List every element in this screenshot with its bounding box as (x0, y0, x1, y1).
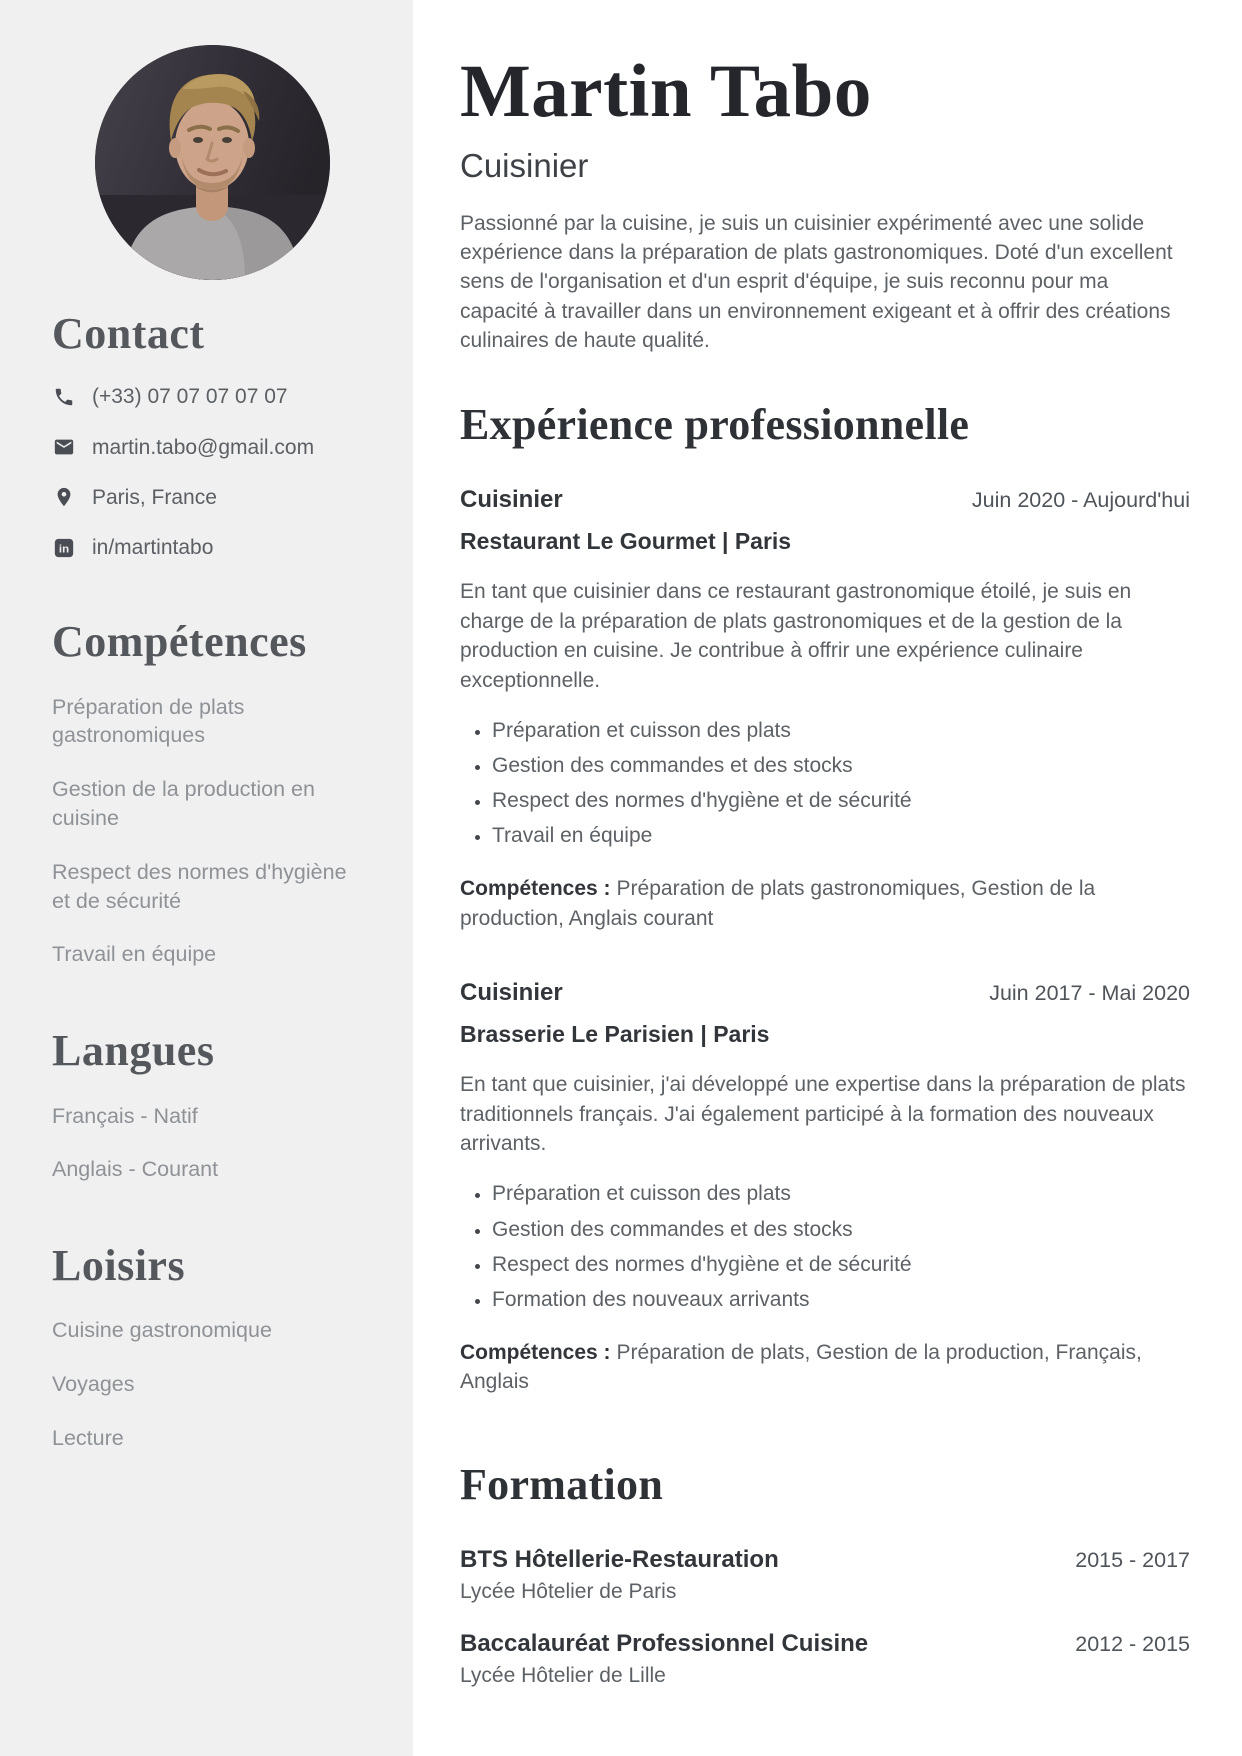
langues-list (52, 1102, 373, 1185)
competence-item: Respect des normes d'hygiène et de sécurité (52, 859, 347, 913)
email-icon (52, 435, 76, 459)
loisir-item: Lecture (52, 1426, 124, 1451)
job-bullet: • Travail en équipe (492, 822, 1190, 850)
experience-entry (460, 486, 1190, 933)
job-company: Restaurant Le Gourmet | Paris (460, 528, 792, 555)
education-degree: Baccalauréat Professionnel Cuisine (460, 1629, 869, 1657)
education-header (460, 1630, 1190, 1658)
sidebar (0, 0, 413, 1756)
svg-text:in: in (58, 543, 70, 556)
formation-heading: Formation (460, 1459, 664, 1509)
langues-section (52, 1027, 373, 1184)
experience-entry (460, 979, 1190, 1396)
job-title: Cuisinier (460, 486, 563, 514)
job-skills-line (460, 874, 1190, 933)
education-school: Lycée Hôtelier de Paris (460, 1579, 677, 1603)
job-dates: Juin 2017 - Mai 2020 (989, 981, 1190, 1006)
contact-location (52, 485, 373, 510)
location-icon (52, 485, 76, 509)
phone-icon (52, 385, 76, 409)
job-bullet-list (460, 1180, 1190, 1314)
contact-email (52, 435, 373, 460)
contact-linkedin-link[interactable]: in/martintabo (92, 535, 214, 559)
education-dates: 2012 - 2015 (1075, 1631, 1190, 1656)
job-bullet: • Gestion des commandes et des stocks (492, 752, 1190, 780)
contact-phone-text: (+33) 07 07 07 07 07 (92, 385, 288, 409)
job-skills-line (460, 1338, 1190, 1397)
competences-list (52, 693, 373, 970)
langue-item: Français - Natif (52, 1103, 198, 1128)
job-bullet: • Préparation et cuisson des plats (492, 717, 1190, 745)
job-header (460, 486, 1190, 514)
job-skills-label: Compétences : (460, 1340, 611, 1364)
contact-list (52, 384, 373, 560)
competences-section (52, 618, 373, 969)
langue-item: Anglais - Courant (52, 1157, 219, 1182)
experience-heading: Expérience professionnelle (460, 400, 970, 450)
summary-paragraph: Passionné par la cuisine, je suis un cuisinier expérimenté avec une solide expérience dans la préparation de plats gastronomiques. Doté d'un excellent sens de l'organisation et d'un esprit d'équipe, je suis reconnu pour ma capacité à travailler dans un environnement exigeant et à offrir des créations culinaires de haute qualité. (460, 211, 1173, 353)
education-degree: BTS Hôtellerie-Restauration (460, 1545, 779, 1573)
loisir-item: Voyages (52, 1372, 135, 1397)
contact-email-link[interactable]: martin.tabo@gmail.com (92, 435, 315, 459)
contact-section (52, 310, 373, 560)
contact-location-text: Paris, France (92, 485, 217, 509)
job-header (460, 979, 1190, 1007)
candidate-name: Martin Tabo (460, 50, 872, 133)
job-title: Cuisinier (460, 979, 563, 1007)
loisirs-heading: Loisirs (52, 1241, 186, 1291)
langues-heading: Langues (52, 1026, 215, 1076)
job-description: En tant que cuisinier dans ce restaurant gastronomique étoilé, je suis en charge de la préparation de plats gastronomiques et de la gestion de la production en cuisine. Je contribue à offrir une expérience culinaire exceptionnelle. (460, 580, 1132, 692)
contact-heading: Contact (52, 309, 205, 358)
loisirs-section (52, 1242, 373, 1453)
job-skills-text: Préparation de plats gastronomiques, Gestion de la production, Anglais courant (460, 877, 1096, 930)
job-description: En tant que cuisinier, j'ai développé une expertise dans la préparation de plats traditionnels français. J'ai également participé à la formation des nouveaux arrivants. (460, 1073, 1186, 1155)
profile-photo (95, 45, 330, 280)
education-entry (460, 1546, 1190, 1604)
profile-photo-illustration (95, 45, 330, 280)
loisirs-list (52, 1316, 373, 1452)
education-entry (460, 1630, 1190, 1688)
loisir-item: Cuisine gastronomique (52, 1318, 272, 1343)
job-bullet-list (460, 717, 1190, 851)
candidate-title: Cuisinier (460, 146, 589, 184)
competences-heading: Compétences (52, 617, 307, 667)
education-header (460, 1546, 1190, 1574)
linkedin-icon (52, 536, 76, 560)
competence-item: Préparation de plats gastronomiques (52, 694, 245, 748)
job-skills-text: Préparation de plats, Gestion de la production, Français, Anglais (460, 1340, 1142, 1394)
job-bullet: • Respect des normes d'hygiène et de sécurité (492, 787, 1190, 815)
competence-item: Travail en équipe (52, 942, 217, 967)
education-dates: 2015 - 2017 (1075, 1547, 1190, 1572)
contact-phone (52, 384, 373, 409)
main-content (413, 0, 1242, 1756)
competence-item: Gestion de la production en cuisine (52, 777, 315, 830)
education-school: Lycée Hôtelier de Lille (460, 1663, 666, 1687)
contact-linkedin (52, 535, 373, 560)
job-bullet: • Respect des normes d'hygiène et de sécurité (492, 1251, 1190, 1279)
job-dates: Juin 2020 - Aujourd'hui (971, 488, 1190, 513)
job-bullet: • Formation des nouveaux arrivants (492, 1286, 1190, 1314)
job-bullet: • Gestion des commandes et des stocks (492, 1216, 1190, 1244)
job-company: Brasserie Le Parisien | Paris (460, 1021, 770, 1048)
job-skills-label: Compétences : (460, 877, 611, 901)
job-bullet: • Préparation et cuisson des plats (492, 1180, 1190, 1208)
